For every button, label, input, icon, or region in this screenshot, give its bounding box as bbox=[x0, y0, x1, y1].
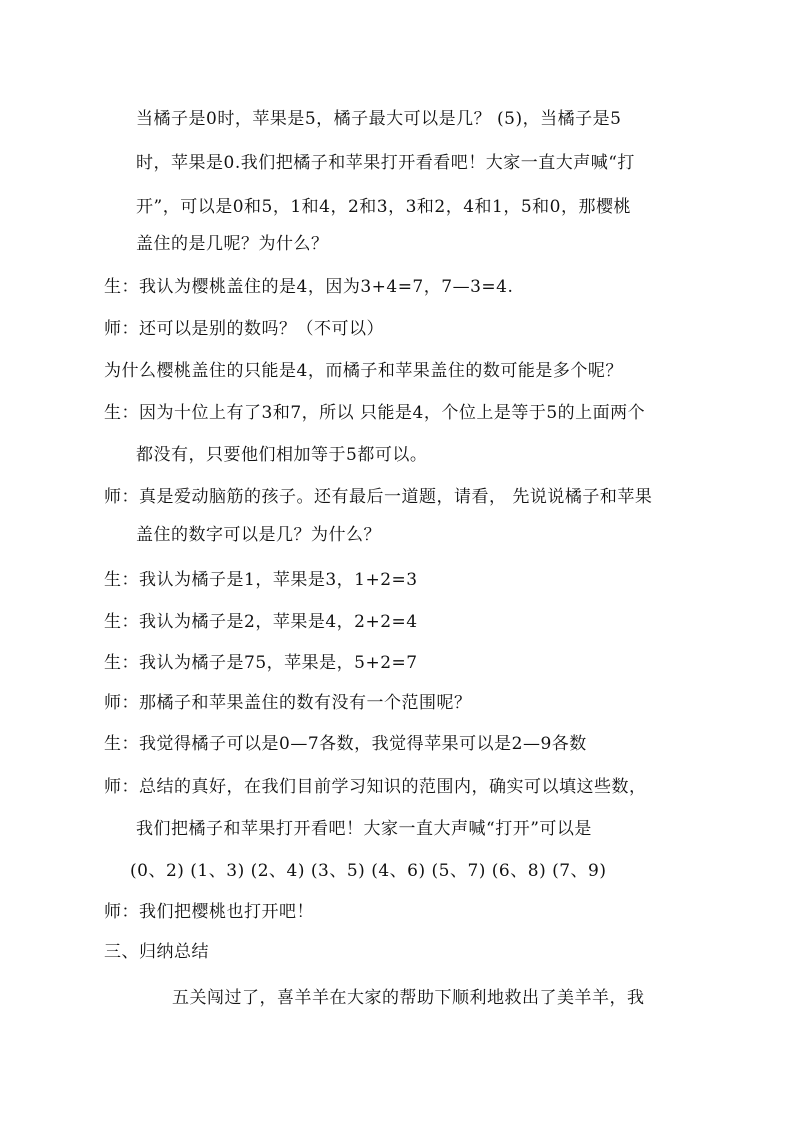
text-line: 五关闯过了，喜羊羊在大家的帮助下顺利地救出了美羊羊，我 bbox=[172, 988, 645, 1008]
text-line: 师：还可以是别的数吗？（不可以） bbox=[104, 319, 384, 339]
text-line: 生：我认为樱桃盖住的是4，因为3+4=7，7—3=4. bbox=[104, 277, 514, 297]
text-line: 师：真是爱动脑筋的孩子。还有最后一道题，请看， 先说说橘子和苹果 bbox=[104, 487, 653, 507]
text-line: 三、归纳总结 bbox=[104, 942, 209, 962]
text-line: 生：我觉得橘子可以是0—7各数，我觉得苹果可以是2—9各数 bbox=[104, 734, 587, 754]
text-line: 生：我认为橘子是2，苹果是4，2+2=4 bbox=[104, 612, 418, 632]
text-line: 生：我认为橘子是1，苹果是3，1+2=3 bbox=[104, 570, 418, 590]
text-line: 当橘子是0时，苹果是5，橘子最大可以是几？ (5)，当橘子是5 bbox=[136, 109, 622, 129]
text-line: 为什么樱桃盖住的只能是4，而橘子和苹果盖住的数可能是多个呢？ bbox=[104, 361, 623, 381]
text-line: 生：因为十位上有了3和7，所以 只能是4，个位上是等于5的上面两个 bbox=[104, 403, 646, 423]
text-line: 师：总结的真好，在我们目前学习知识的范围内，确实可以填这些数， bbox=[104, 777, 647, 797]
text-line: 都没有，只要他们相加等于5都可以。 bbox=[136, 445, 428, 465]
text-line: (0、2) (1、3) (2、4) (3、5) (4、6) (5、7) (6、8) (7、9) bbox=[130, 861, 607, 881]
text-line: 师：那橘子和苹果盖住的数有没有一个范围呢？ bbox=[104, 693, 472, 713]
text-line: 时，苹果是0.我们把橘子和苹果打开看看吧！大家一直大声喊“打 bbox=[136, 153, 635, 173]
text-line: 盖住的数字可以是几？为什么？ bbox=[136, 525, 381, 545]
text-line: 生：我认为橘子是75，苹果是，5+2=7 bbox=[104, 653, 418, 673]
text-line: 我们把橘子和苹果打开看吧！大家一直大声喊“打开”可以是 bbox=[136, 819, 592, 839]
text-line: 开”，可以是0和5，1和4，2和3，3和2，4和1，5和0，那樱桃 bbox=[136, 197, 631, 217]
text-line: 盖住的是几呢？为什么？ bbox=[136, 234, 329, 254]
text-line: 师：我们把樱桃也打开吧！ bbox=[104, 902, 314, 922]
